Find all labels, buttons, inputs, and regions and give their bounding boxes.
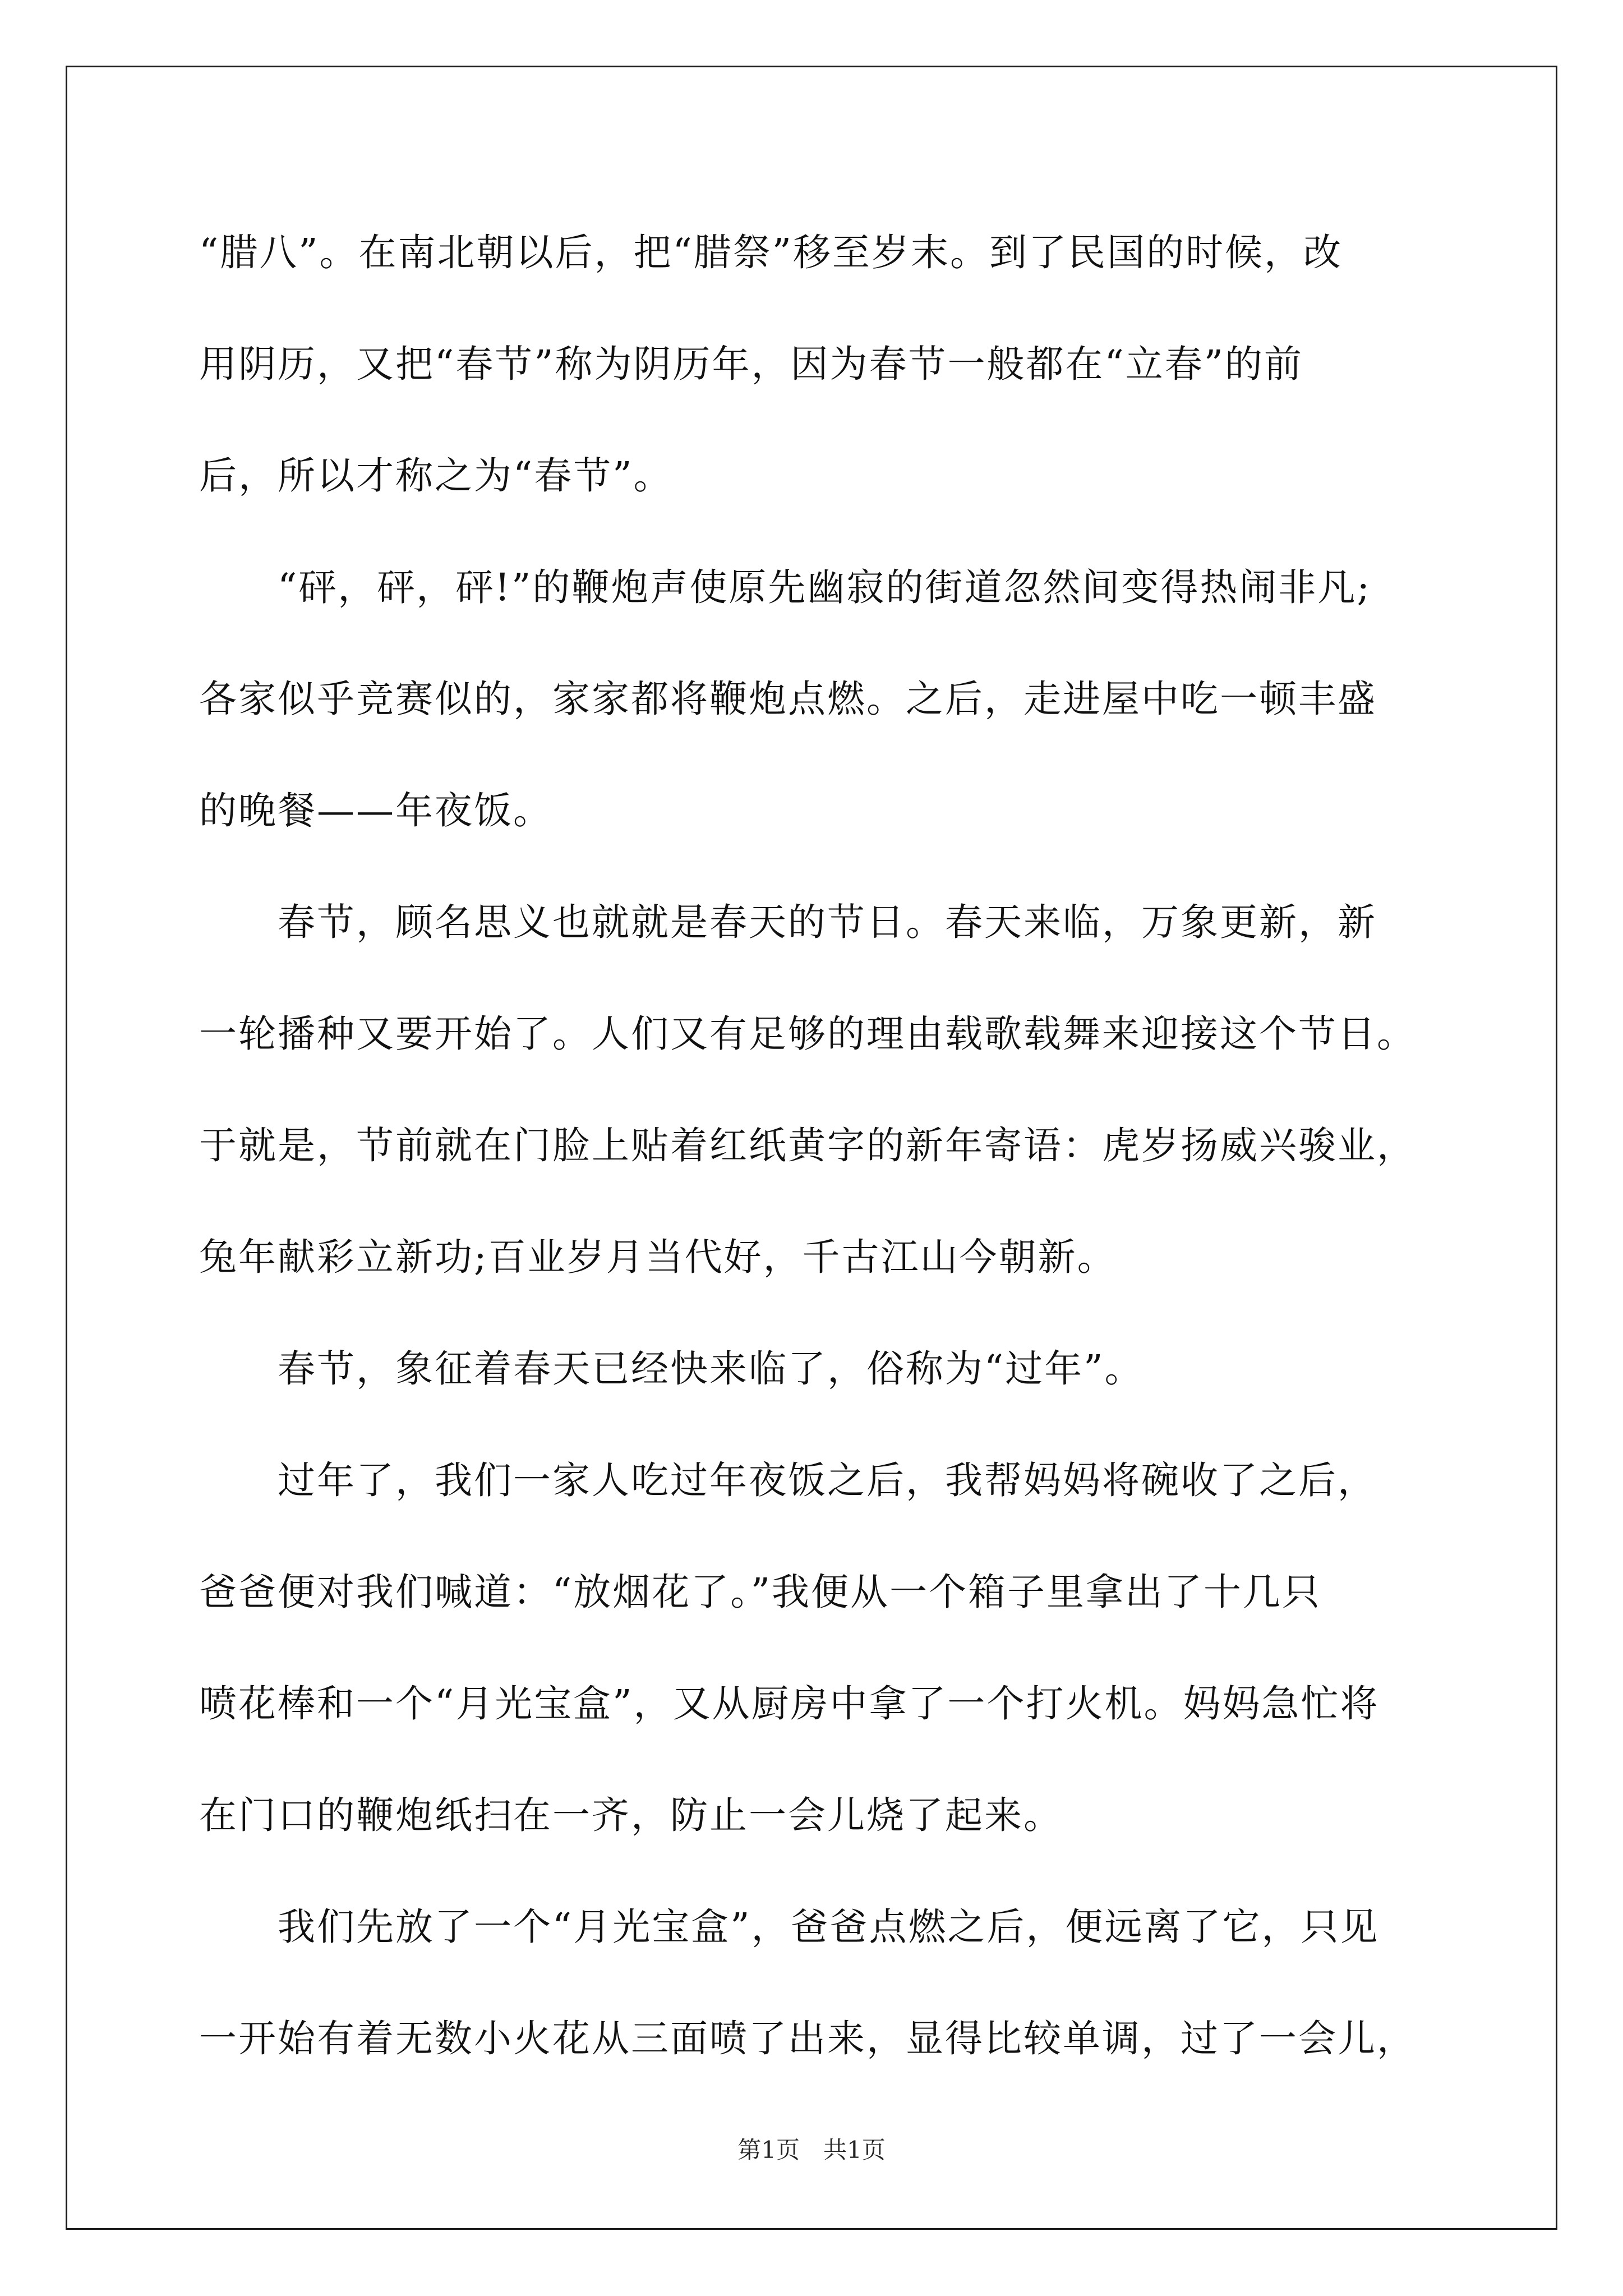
text-line: 春节，顾名思义也就就是春天的节日。春天来临，万象更新，新 [199,900,1377,944]
document-body [199,208,1433,2105]
text-line: 后，所以才称之为“春节”。 [199,454,673,498]
text-line: 各家似乎竞赛似的，家家都将鞭炮点燃。之后，走进屋中吃一顿丰盛 [199,677,1377,721]
text-line: 我们先放了一个“月光宝盒”，爸爸点燃之后，便远离了它，只见 [199,1905,1380,1949]
text-line: 用阴历，又把“春节”称为阴历年，因为春节一般都在“立春”的前 [199,342,1304,386]
page-footer: 第1页 共1页 [737,2136,886,2164]
text-line: “砰，砰，砰!”的鞭炮声使原先幽寂的街道忽然间变得热闹非凡; [199,565,1371,609]
text-line: 在门口的鞭炮纸扫在一齐，防止一会儿烧了起来。 [199,1793,1063,1837]
text-line: 一轮播种又要开始了。人们又有足够的理由载歌载舞来迎接这个节日。 [199,1012,1416,1056]
text-line: 过年了，我们一家人吃过年夜饭之后，我帮妈妈将碗收了之后， [199,1458,1377,1502]
text-line: 喷花棒和一个“月光宝盒”，又从厨房中拿了一个打火机。妈妈急忙将 [199,1682,1380,1726]
text-line: 春节，象征着春天已经快来临了，俗称为“过年”。 [199,1347,1144,1391]
text-line: 一开始有着无数小火花从三面喷了出来，显得比较单调，过了一会儿， [199,2017,1416,2060]
text-line: 兔年献彩立新功;百业岁月当代好，千古江山今朝新。 [199,1235,1117,1279]
text-line: 的晚餐——年夜饭。 [199,789,552,832]
text-line: 于就是，节前就在门脸上贴着红纸黄字的新年寄语：虎岁扬威兴骏业， [199,1124,1416,1167]
text-line: 爸爸便对我们喊道：“放烟花了。”我便从一个箱子里拿出了十几只 [199,1570,1322,1614]
text-line: “腊八”。在南北朝以后，把“腊祭”移至岁末。到了民国的时候，改 [199,231,1343,274]
